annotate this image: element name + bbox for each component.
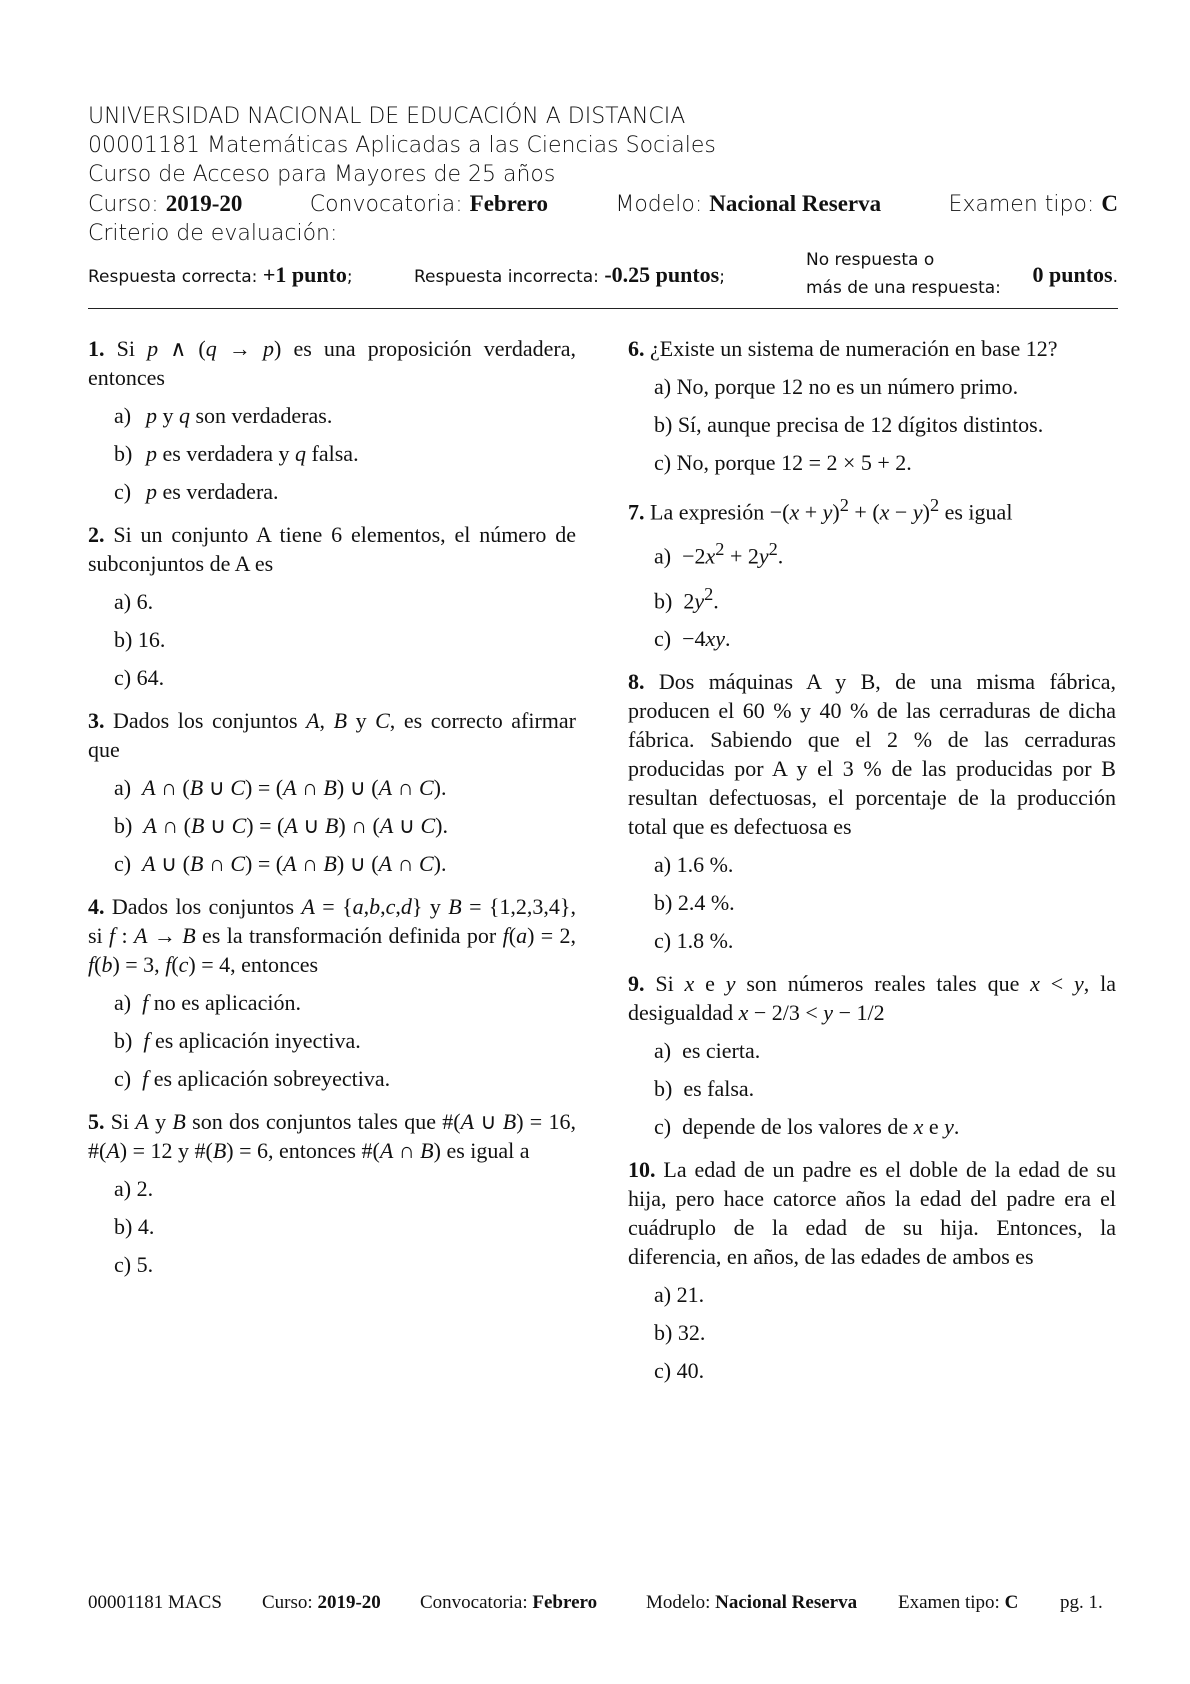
option-c: c) depende de los valores de x e y. — [654, 1113, 960, 1139]
question-5 — [88, 1107, 576, 1279]
subject-title: 00001181 Matemáticas Aplicadas a las Ciencias Sociales — [88, 133, 716, 158]
option-c: c) f es aplicación sobreyectiva. — [114, 1066, 391, 1091]
no-answer-points: 0 puntos. — [1032, 262, 1118, 287]
option-a: a) 21. — [654, 1281, 705, 1307]
question-stem: 8. Dos máquinas A y B, de una misma fábrica, producen el 60 % y 40 % de las cerraduras de dicha fábrica. Sabiendo que el 2 % de las cerraduras producidas por A y el 3 % de las producidas por B resultan defectuosas, el porcentaje de la producción total que es defectuosa es — [628, 668, 1116, 839]
option-c: c) 5. — [114, 1252, 154, 1277]
option-b: b) A ∩ (B ∪ C) = (A ∪ B) ∩ (A ∪ C). — [114, 813, 448, 838]
footer-modelo: Modelo: Nacional Reserva — [646, 1592, 858, 1613]
option-c: c) 64. — [114, 665, 165, 690]
correct-answer-criterion: Respuesta correcta: +1 punto; — [88, 262, 353, 287]
option-b: b) 16. — [114, 627, 166, 652]
footer-convocatoria: Convocatoria: Febrero — [420, 1592, 598, 1613]
no-answer-criterion: No respuesta o más de una respuesta: — [806, 250, 1001, 298]
question-7 — [628, 491, 1116, 653]
question-stem: 10. La edad de un padre es el doble de la edad de su hija, pero hace catorce años la edad del padre era el cuádruplo de la edad de su hija. Entonces, la diferencia, en años, de las edades de ambos es — [628, 1156, 1116, 1269]
question-stem: 4. Dados los conjuntos A = {a,b,c,d} y B = {1,2,3,4}, si f : A → B es la transformación definida por f(a) = 2, f(b) = 3, f(c) = 4, entonces — [88, 894, 577, 977]
question-stem: 1. Si p ∧ (q → p) es una proposición verdadera, entonces — [88, 336, 576, 390]
option-a: a) 1.6 %. — [654, 851, 734, 877]
questions-right-column — [628, 334, 1116, 1399]
examen-tipo-field: Examen tipo: C — [948, 191, 1118, 217]
course-name: Curso de Acceso para Mayores de 25 años — [88, 162, 556, 187]
scoring-criteria — [88, 248, 1118, 302]
question-10 — [628, 1155, 1116, 1385]
option-b: b) f es aplicación inyectiva. — [114, 1028, 361, 1053]
option-a: $a) -2x^2 + 2y^2$. — [654, 539, 784, 569]
convocatoria-field: Convocatoria: Febrero — [309, 191, 549, 217]
option-b: b) 4. — [114, 1214, 155, 1239]
option-b: b) 2.4 %. — [654, 889, 735, 915]
option-a: a) f no es aplicación. — [114, 990, 301, 1015]
option-a: a) 2. — [114, 1176, 154, 1201]
question-1 — [88, 334, 576, 506]
option-b: b) es falsa. — [654, 1075, 755, 1101]
question-stem: 9. Si x e y son números reales tales que x < y, la desigualdad x − 2/3 < y − 1/2 — [628, 970, 1116, 1025]
question-stem: 2. Si un conjunto A tiene 6 elementos, el número de subconjuntos de A es — [88, 522, 576, 576]
question-6 — [628, 334, 1116, 477]
modelo-field: Modelo: Nacional Reserva — [615, 191, 882, 217]
footer-examen-tipo: Examen tipo: C — [898, 1592, 1019, 1613]
option-b: b) p es verdadera y q falsa. — [114, 441, 359, 466]
incorrect-answer-criterion: Respuesta incorrecta: -0.25 puntos; — [414, 262, 725, 287]
option-b: b) 32. — [654, 1319, 706, 1345]
page-number: pg. 1. — [1060, 1592, 1103, 1613]
option-c: c) No, porque 12 = 2 × 5 + 2. — [654, 450, 912, 475]
question-stem: 3. Dados los conjuntos A, B y C, es correcto afirmar que — [88, 708, 577, 762]
option-b: b) $2y^2$. — [654, 583, 719, 613]
university-name: UNIVERSIDAD NACIONAL DE EDUCACIÓN A DISTANCIA — [88, 104, 686, 129]
question-stem: 5. Si A y B son dos conjuntos tales que #(A ∪ B) = 16, #(A) = 12 y #(B) = 6, entonces #(A ∩ B) es igual a — [88, 1109, 576, 1163]
option-c: c) 40. — [654, 1357, 705, 1383]
question-3 — [88, 706, 576, 878]
option-c: c) A ∪ (B ∩ C) = (A ∩ B) ∪ (A ∩ C). — [114, 851, 447, 876]
option-a: a) p y q son verdaderas. — [114, 403, 333, 428]
option-b: b) Sí, aunque precisa de 12 dígitos distintos. — [654, 412, 1044, 437]
exam-metadata-row — [88, 189, 1118, 219]
header-divider — [88, 308, 1118, 309]
option-c: c) p es verdadera. — [114, 479, 279, 504]
question-stem: 6. ¿Existe un sistema de numeración en base 12? — [628, 336, 1058, 361]
exam-header — [88, 102, 1118, 248]
option-a: a) A ∩ (B ∪ C) = (A ∩ B) ∪ (A ∩ C). — [114, 775, 447, 800]
option-a: a) No, porque 12 no es un número primo. — [654, 374, 1019, 399]
option-c: c) 1.8 %. — [654, 927, 734, 953]
question-9 — [628, 969, 1116, 1141]
question-8 — [628, 667, 1116, 955]
questions-left-column — [88, 334, 576, 1293]
option-c: c) −4xy. — [654, 625, 731, 651]
criteria-heading: Criterio de evaluación: — [88, 221, 338, 246]
option-a: a) es cierta. — [654, 1037, 761, 1063]
question-4 — [88, 892, 576, 1093]
curso-field: Curso: 2019-20 — [88, 191, 243, 217]
question-2 — [88, 520, 576, 692]
footer-curso: Curso: 2019-20 — [262, 1592, 381, 1613]
question-stem: 7. La expresión $-(x + y)^2 + (x - y)^2$ es igual — [628, 495, 1013, 525]
footer-code: 00001181 MACS — [88, 1592, 222, 1613]
page-footer — [88, 1592, 1110, 1622]
option-a: a) 6. — [114, 589, 154, 614]
